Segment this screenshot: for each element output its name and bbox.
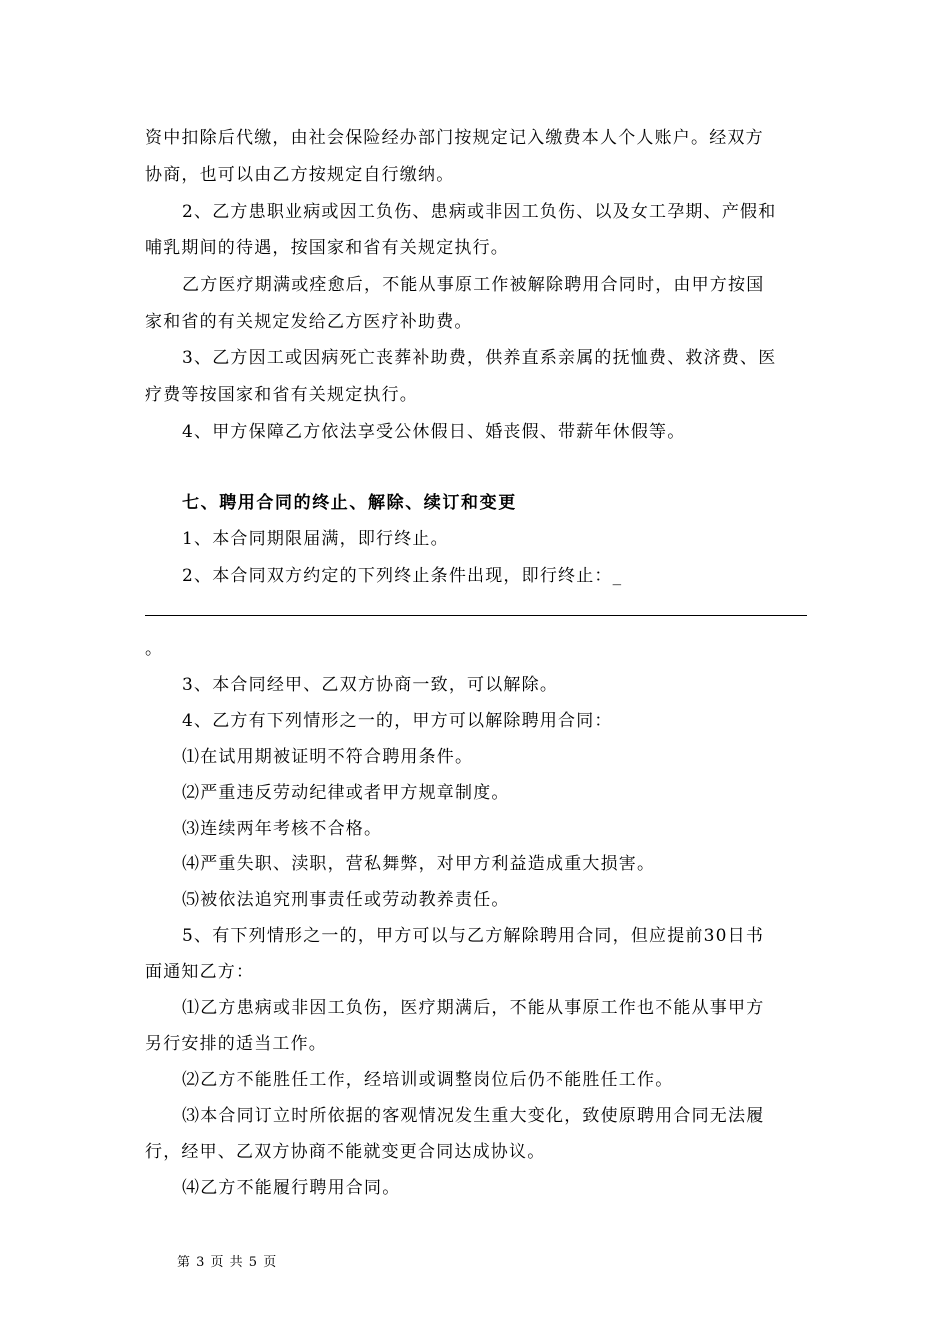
paragraph-line: 乙方医疗期满或痊愈后，不能从事原工作被解除聘用合同时，由甲方按国 <box>182 275 765 295</box>
paragraph-line: 4、甲方保障乙方依法享受公休假日、婚丧假、带薪年休假等。 <box>182 422 686 442</box>
section-heading: 七、聘用合同的终止、解除、续订和变更 <box>182 493 517 513</box>
paragraph-line: 2、乙方患职业病或因工负伤、患病或非因工负伤、以及女工孕期、产假和 <box>182 202 777 222</box>
sub-clause-item: ⑶连续两年考核不合格。 <box>182 819 383 839</box>
clause-item: 4、乙方有下列情形之一的，甲方可以解除聘用合同： <box>182 711 613 731</box>
paragraph-line: 协商，也可以由乙方按规定自行缴纳。 <box>145 165 455 185</box>
clause-item: 3、本合同经甲、乙双方协商一致，可以解除。 <box>182 675 559 695</box>
sub-clause-item: ⑷严重失职、渎职，营私舞弊，对甲方利益造成重大损害。 <box>182 854 656 874</box>
sub-clause-item: 另行安排的适当工作。 <box>145 1034 327 1054</box>
paragraph-line: 3、乙方因工或因病死亡丧葬补助费，供养直系亲属的抚恤费、救济费、医 <box>182 348 777 368</box>
clause-item-end: 。 <box>145 639 164 659</box>
paragraph-line: 疗费等按国家和省有关规定执行。 <box>145 385 418 405</box>
sub-clause-item: ⑵严重违反劳动纪律或者甲方规章制度。 <box>182 783 510 803</box>
fill-in-blank-line <box>145 615 807 616</box>
sub-clause-item: ⑴在试用期被证明不符合聘用条件。 <box>182 747 474 767</box>
sub-clause-item: ⑸被依法追究刑事责任或劳动教养责任。 <box>182 890 510 910</box>
clause-item: 1、本合同期限届满，即行终止。 <box>182 529 449 549</box>
sub-clause-item: ⑶本合同订立时所依据的客观情况发生重大变化，致使原聘用合同无法履 <box>182 1106 765 1126</box>
sub-clause-item: ⑴乙方患病或非因工负伤，医疗期满后，不能从事原工作也不能从事甲方 <box>182 998 765 1018</box>
sub-clause-item: ⑵乙方不能胜任工作，经培训或调整岗位后仍不能胜任工作。 <box>182 1070 674 1090</box>
paragraph-line: 哺乳期间的待遇，按国家和省有关规定执行。 <box>145 238 509 258</box>
page-number: 第 3 页 共 5 页 <box>177 1255 278 1270</box>
paragraph-line: 家和省的有关规定发给乙方医疗补助费。 <box>145 312 473 332</box>
clause-item: 2、本合同双方约定的下列终止条件出现，即行终止：_ <box>182 566 623 586</box>
clause-item: 5、有下列情形之一的，甲方可以与乙方解除聘用合同，但应提前30日书 <box>182 926 765 946</box>
paragraph-line: 资中扣除后代缴，由社会保险经办部门按规定记入缴费本人个人账户。经双方 <box>145 128 764 148</box>
clause-item: 面通知乙方： <box>145 962 255 982</box>
sub-clause-item: ⑷乙方不能履行聘用合同。 <box>182 1178 401 1198</box>
sub-clause-item: 行，经甲、乙双方协商不能就变更合同达成协议。 <box>145 1142 546 1162</box>
